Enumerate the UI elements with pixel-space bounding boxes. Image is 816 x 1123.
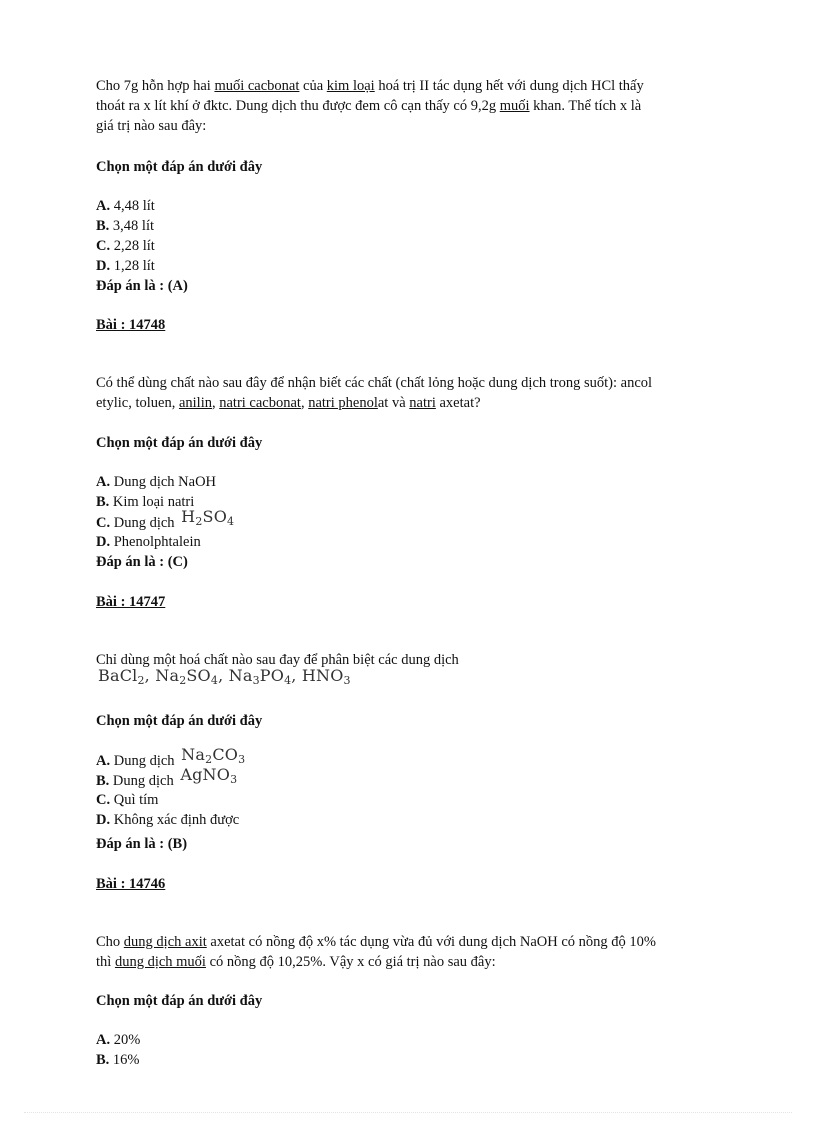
q3-answer — [96, 834, 716, 854]
option-text: Dung dịch — [109, 773, 174, 789]
answer-option — [96, 765, 716, 790]
option-letter: D. — [96, 812, 111, 828]
page-bottom-divider — [24, 1112, 792, 1113]
option-text: Dung dịch — [110, 515, 175, 531]
q2-answer — [96, 552, 716, 572]
option-text: 20% — [110, 1032, 141, 1048]
answer-option — [96, 236, 716, 256]
option-letter: C. — [96, 515, 111, 531]
option-letter: A. — [96, 198, 111, 214]
q3-heading: Bài : 14747 — [96, 594, 166, 610]
chemical-formula: BaCl$_2$, $Na_2SO_4$, $Na_3PO_4$, $HNO_3$ — [98, 666, 351, 687]
q3-text: Chỉ dùng một hoá chất nào sau đay để phân biệt các dung dịch — [96, 652, 459, 668]
option-letter: A. — [96, 753, 111, 769]
option-text: Dung dịch NaOH — [110, 474, 217, 490]
underlined-term: natri cacbonat — [219, 395, 301, 411]
option-letter: B. — [96, 494, 110, 510]
underlined-term: natri phenol — [308, 395, 378, 411]
q2-text — [96, 373, 716, 413]
text-line: Có thể dùng chất nào sau đây để nhận biết các chất (chất lỏng hoặc dung dịch trong suốt): ancol — [96, 375, 653, 391]
answer-option — [96, 532, 716, 552]
text-line: thì dung dịch muối có nồng độ 10,25%. Vậy x có giá trị nào sau đây: — [96, 954, 496, 970]
underlined-term: muối cacbonat — [214, 78, 300, 94]
option-text: 2,28 lít — [110, 238, 155, 254]
option-text: 4,48 lít — [110, 198, 155, 214]
underlined-term: dung dịch axit — [123, 934, 207, 950]
q3-prompt: Chọn một đáp án dưới đây — [96, 713, 263, 729]
option-letter: B. — [96, 773, 110, 789]
option-letter: D. — [96, 534, 111, 550]
option-text: Dung dịch — [110, 753, 175, 769]
underlined-term: anilin — [178, 395, 212, 411]
answer-option — [96, 196, 716, 216]
option-letter: C. — [96, 792, 111, 808]
option-letter: B. — [96, 1052, 110, 1068]
underlined-term: muối — [499, 98, 530, 114]
answer-value: (C) — [167, 554, 188, 570]
option-text: Không xác định được — [110, 812, 240, 828]
answer-option — [96, 1050, 716, 1070]
answer-label: Đáp án là : — [96, 836, 165, 852]
option-text: 3,48 lít — [109, 218, 155, 234]
q1-answer — [96, 276, 716, 296]
text-line: etylic, toluen, anilin, natri cacbonat, natri phenolat và natri axetat? — [96, 395, 481, 411]
option-letter: C. — [96, 238, 111, 254]
q2-options — [96, 472, 716, 552]
text-line: giá trị nào sau đây: — [96, 118, 207, 134]
option-text: Quì tím — [110, 792, 159, 808]
q1-text — [96, 76, 716, 136]
option-text: 16% — [109, 1052, 140, 1068]
underlined-term: natri — [409, 395, 436, 411]
text-line: thoát ra x lít khí ở đktc. Dung dịch thu được đem cô cạn thấy có 9,2g muối khan. Thể tích x là — [96, 98, 642, 114]
chemical-formula: $H_2SO_4$ — [181, 507, 235, 528]
answer-option — [96, 256, 716, 276]
text-line: Cho dung dịch axit axetat có nồng độ x% tác dụng vừa đủ với dung dịch NaOH có nồng độ 10% — [96, 934, 656, 950]
answer-option — [96, 810, 716, 830]
option-text: 1,28 lít — [110, 258, 155, 274]
chemical-formula: AgNO$_3$ — [180, 765, 238, 786]
answer-option — [96, 472, 716, 492]
q1-prompt: Chọn một đáp án dưới đây — [96, 159, 263, 175]
chemical-formula: $Na_2CO_3$ — [181, 745, 246, 766]
option-text: Kim loại natri — [109, 494, 195, 510]
answer-value: (A) — [167, 278, 188, 294]
q4-options — [96, 1030, 716, 1070]
q3-formula-line — [98, 666, 718, 686]
underlined-term: dung dịch muối — [114, 954, 206, 970]
q1-options — [96, 196, 716, 276]
answer-option — [96, 790, 716, 810]
text-line: Cho 7g hỗn hợp hai muối cacbonat của kim loại hoá trị II tác dụng hết với dung dịch HCl thấy — [96, 78, 644, 94]
option-letter: A. — [96, 1032, 111, 1048]
q4-text — [96, 932, 716, 972]
option-letter: B. — [96, 218, 110, 234]
option-text: Phenolphtalein — [110, 534, 201, 550]
answer-label: Đáp án là : — [96, 554, 165, 570]
answer-option — [96, 1030, 716, 1050]
q3-options — [96, 745, 716, 830]
q4-prompt: Chọn một đáp án dưới đây — [96, 993, 263, 1009]
q2-heading: Bài : 14748 — [96, 317, 166, 333]
q4-heading: Bài : 14746 — [96, 876, 166, 892]
answer-label: Đáp án là : — [96, 278, 165, 294]
answer-option — [96, 216, 716, 236]
q2-prompt: Chọn một đáp án dưới đây — [96, 435, 263, 451]
underlined-term: kim loại — [326, 78, 375, 94]
answer-value: (B) — [167, 836, 188, 852]
answer-option — [96, 507, 716, 532]
option-letter: A. — [96, 474, 111, 490]
option-letter: D. — [96, 258, 111, 274]
